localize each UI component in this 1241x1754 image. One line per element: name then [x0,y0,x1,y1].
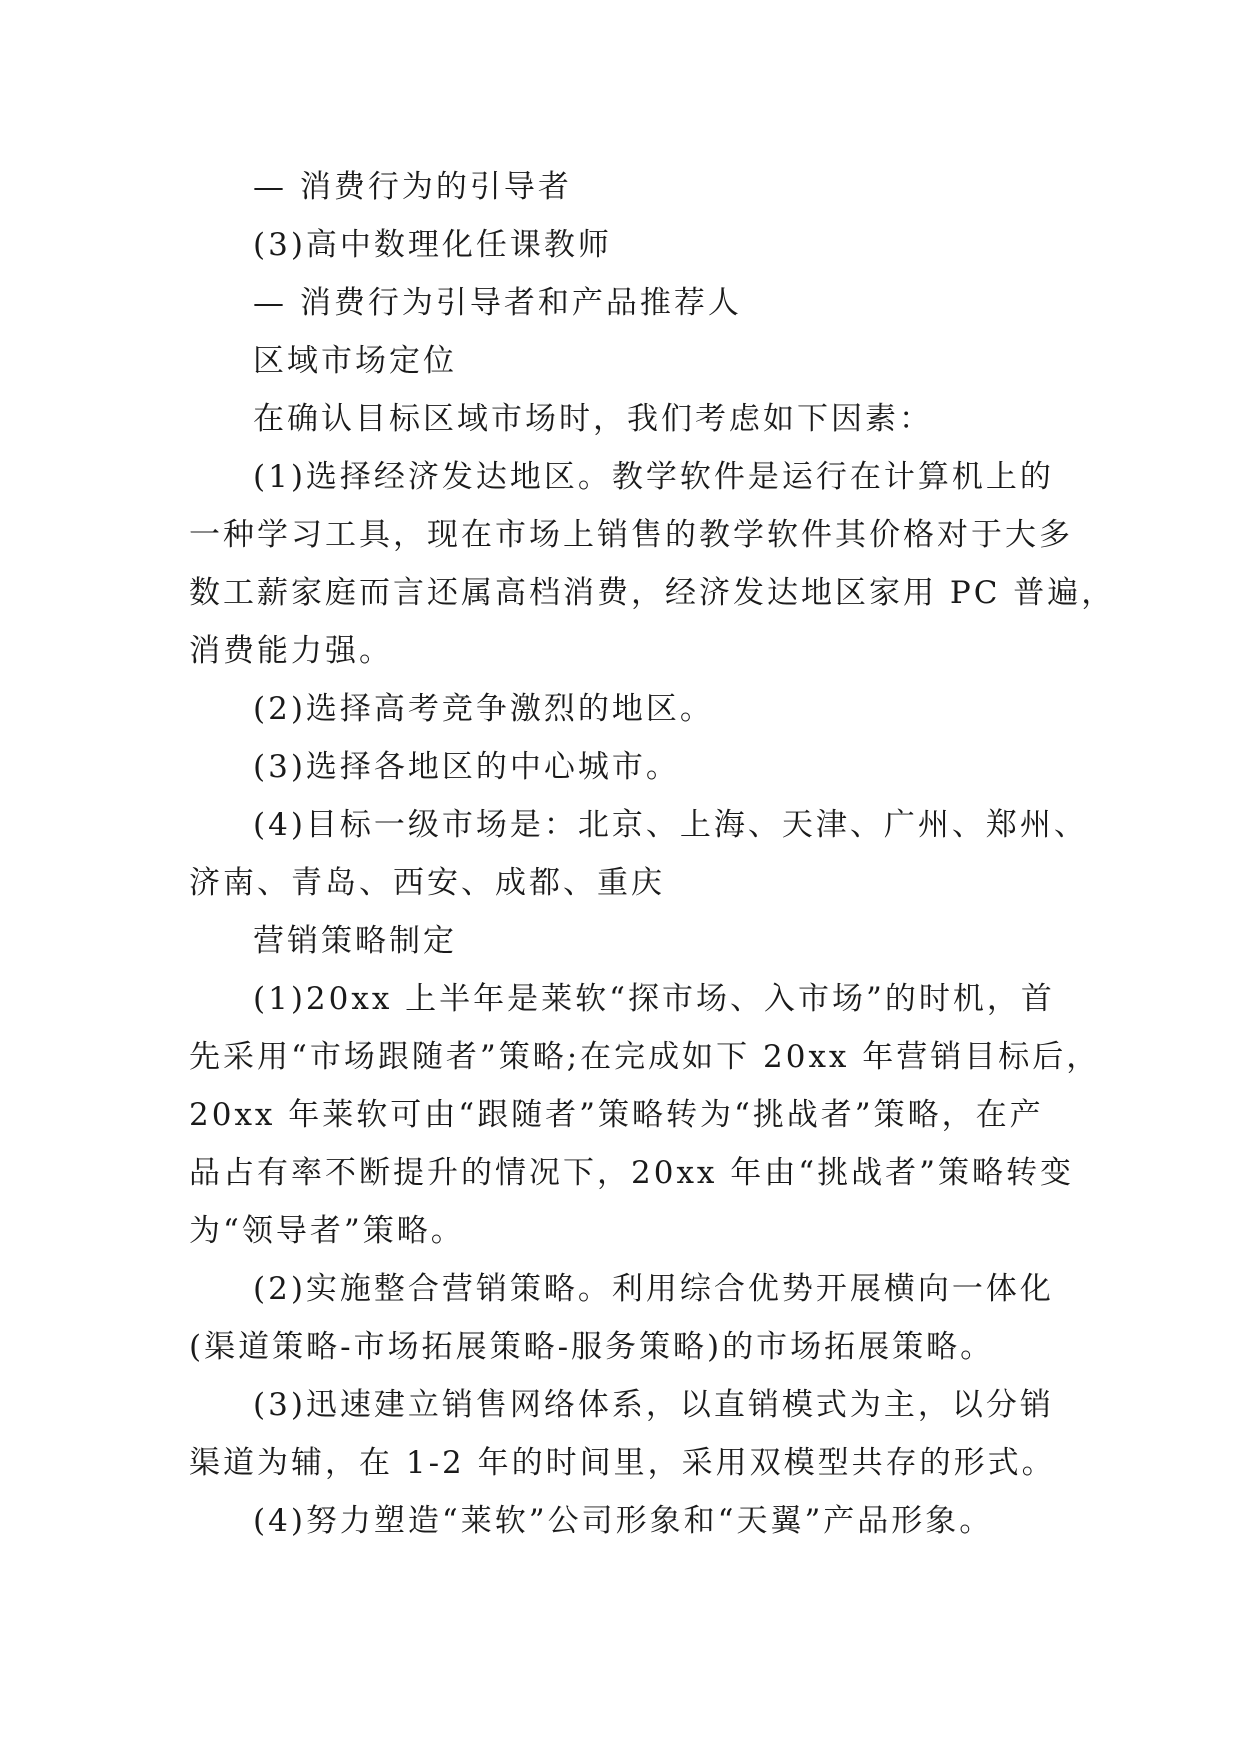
text-line: (4)努力塑造“莱软”公司形象和“天翼”产品形象。 [253,1503,994,1539]
text-line: 20xx 年莱软可由“跟随者”策略转为“挑战者”策略，在产 [189,1097,1044,1133]
section-heading: 区域市场定位 [253,343,457,379]
text-line: — 消费行为的引导者 [253,169,572,205]
text-line: 一种学习工具，现在市场上销售的教学软件其价格对于大多 [189,517,1073,553]
text-line: (4)目标一级市场是：北京、上海、天津、广州、郑州、 [253,807,1088,843]
text-line: (3)高中数理化任课教师 [253,227,612,263]
text-line: (3)迅速建立销售网络体系，以直销模式为主，以分销 [253,1387,1054,1423]
section-heading: 营销策略制定 [253,923,457,959]
text-line: (渠道策略-市场拓展策略-服务策略)的市场拓展策略。 [189,1329,995,1365]
text-line: (1)选择经济发达地区。教学软件是运行在计算机上的 [253,459,1054,495]
text-line: 渠道为辅，在 1-2 年的时间里，采用双模型共存的形式。 [189,1445,1056,1481]
text-line: 数工薪家庭而言还属高档消费，经济发达地区家用 PC 普遍， [189,575,1116,611]
text-line: — 消费行为引导者和产品推荐人 [253,285,742,321]
text-line: (1)20xx 上半年是莱软“探市场、入市场”的时机，首 [253,981,1055,1017]
text-line: 品占有率不断提升的情况下，20xx 年由“挑战者”策略转变 [189,1155,1074,1191]
text-line: 先采用“市场跟随者”策略;在完成如下 20xx 年营销目标后， [189,1039,1101,1075]
text-line: 济南、青岛、西安、成都、重庆 [189,865,665,901]
text-line: 在确认目标区域市场时，我们考虑如下因素： [253,401,933,437]
text-line: 消费能力强。 [189,633,393,669]
text-line: (2)实施整合营销策略。利用综合优势开展横向一体化 [253,1271,1054,1307]
document-body [189,158,1116,1550]
text-line: (2)选择高考竞争激烈的地区。 [253,691,714,727]
text-line: (3)选择各地区的中心城市。 [253,749,680,785]
text-line: 为“领导者”策略。 [189,1213,465,1249]
